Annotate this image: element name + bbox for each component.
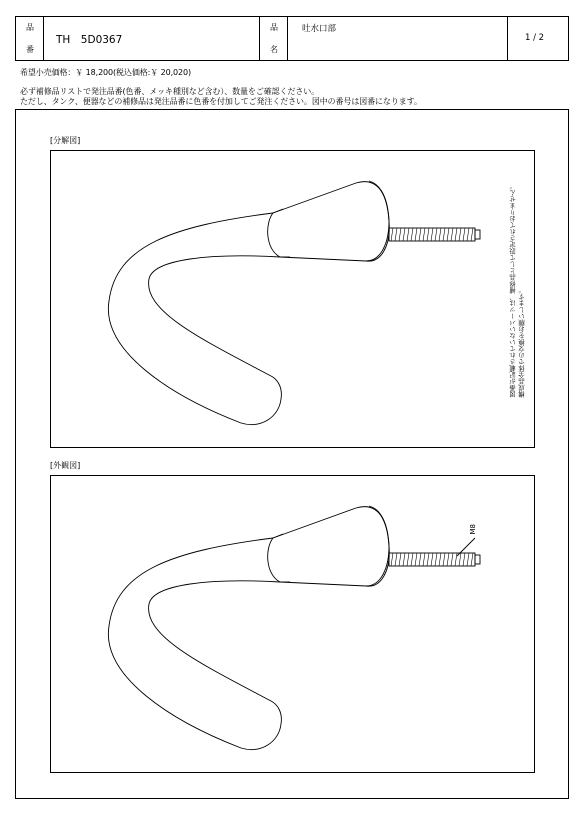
thread-lines-exterior	[391, 553, 473, 566]
price-line: 希望小売価格：￥ 18,200(税込価格:￥ 20,020)	[20, 68, 192, 77]
exterior-view-panel	[50, 475, 535, 773]
exterior-view-label: [外観図]	[50, 461, 81, 470]
part-number-cell	[44, 17, 260, 60]
page-cell	[508, 17, 568, 60]
note-line-1: 必ず補修品リストで発注品番(色番、メッキ種別など含む）、数量をご確認ください。	[20, 87, 320, 96]
exploded-view-label: [分解図]	[50, 136, 81, 145]
part-number-label-bottom: 番	[26, 45, 34, 54]
part-name-label-top: 品	[270, 23, 278, 32]
part-name: 吐水口部	[302, 24, 337, 34]
spout-drawing-exploded	[51, 151, 536, 449]
part-number-label-cell	[16, 17, 44, 60]
note-line-2: ただし、タンク、便器などの補修品は発注品番に色番を付加してご発注ください。図中の番号は図番になります。	[20, 97, 422, 106]
page-number: 1 / 2	[525, 33, 545, 43]
part-number: TH 5D0367	[56, 34, 123, 46]
thread-lines	[391, 228, 473, 241]
part-name-cell	[288, 17, 508, 60]
spout-drawing-exterior	[51, 476, 536, 774]
part-name-label-cell	[260, 17, 288, 60]
exploded-view-panel	[50, 150, 535, 448]
part-number-label-top: 品	[26, 23, 34, 32]
thread-size-label: M8	[469, 524, 477, 535]
title-block	[15, 16, 569, 61]
side-note-line-1: 図番が記載されていないパーツは、補修品として設定されておりません。	[509, 183, 517, 398]
side-note	[509, 183, 527, 398]
side-note-line-2: 構成品全体での交換をお願いします。	[518, 287, 526, 398]
part-name-label-bottom: 名	[270, 45, 278, 54]
